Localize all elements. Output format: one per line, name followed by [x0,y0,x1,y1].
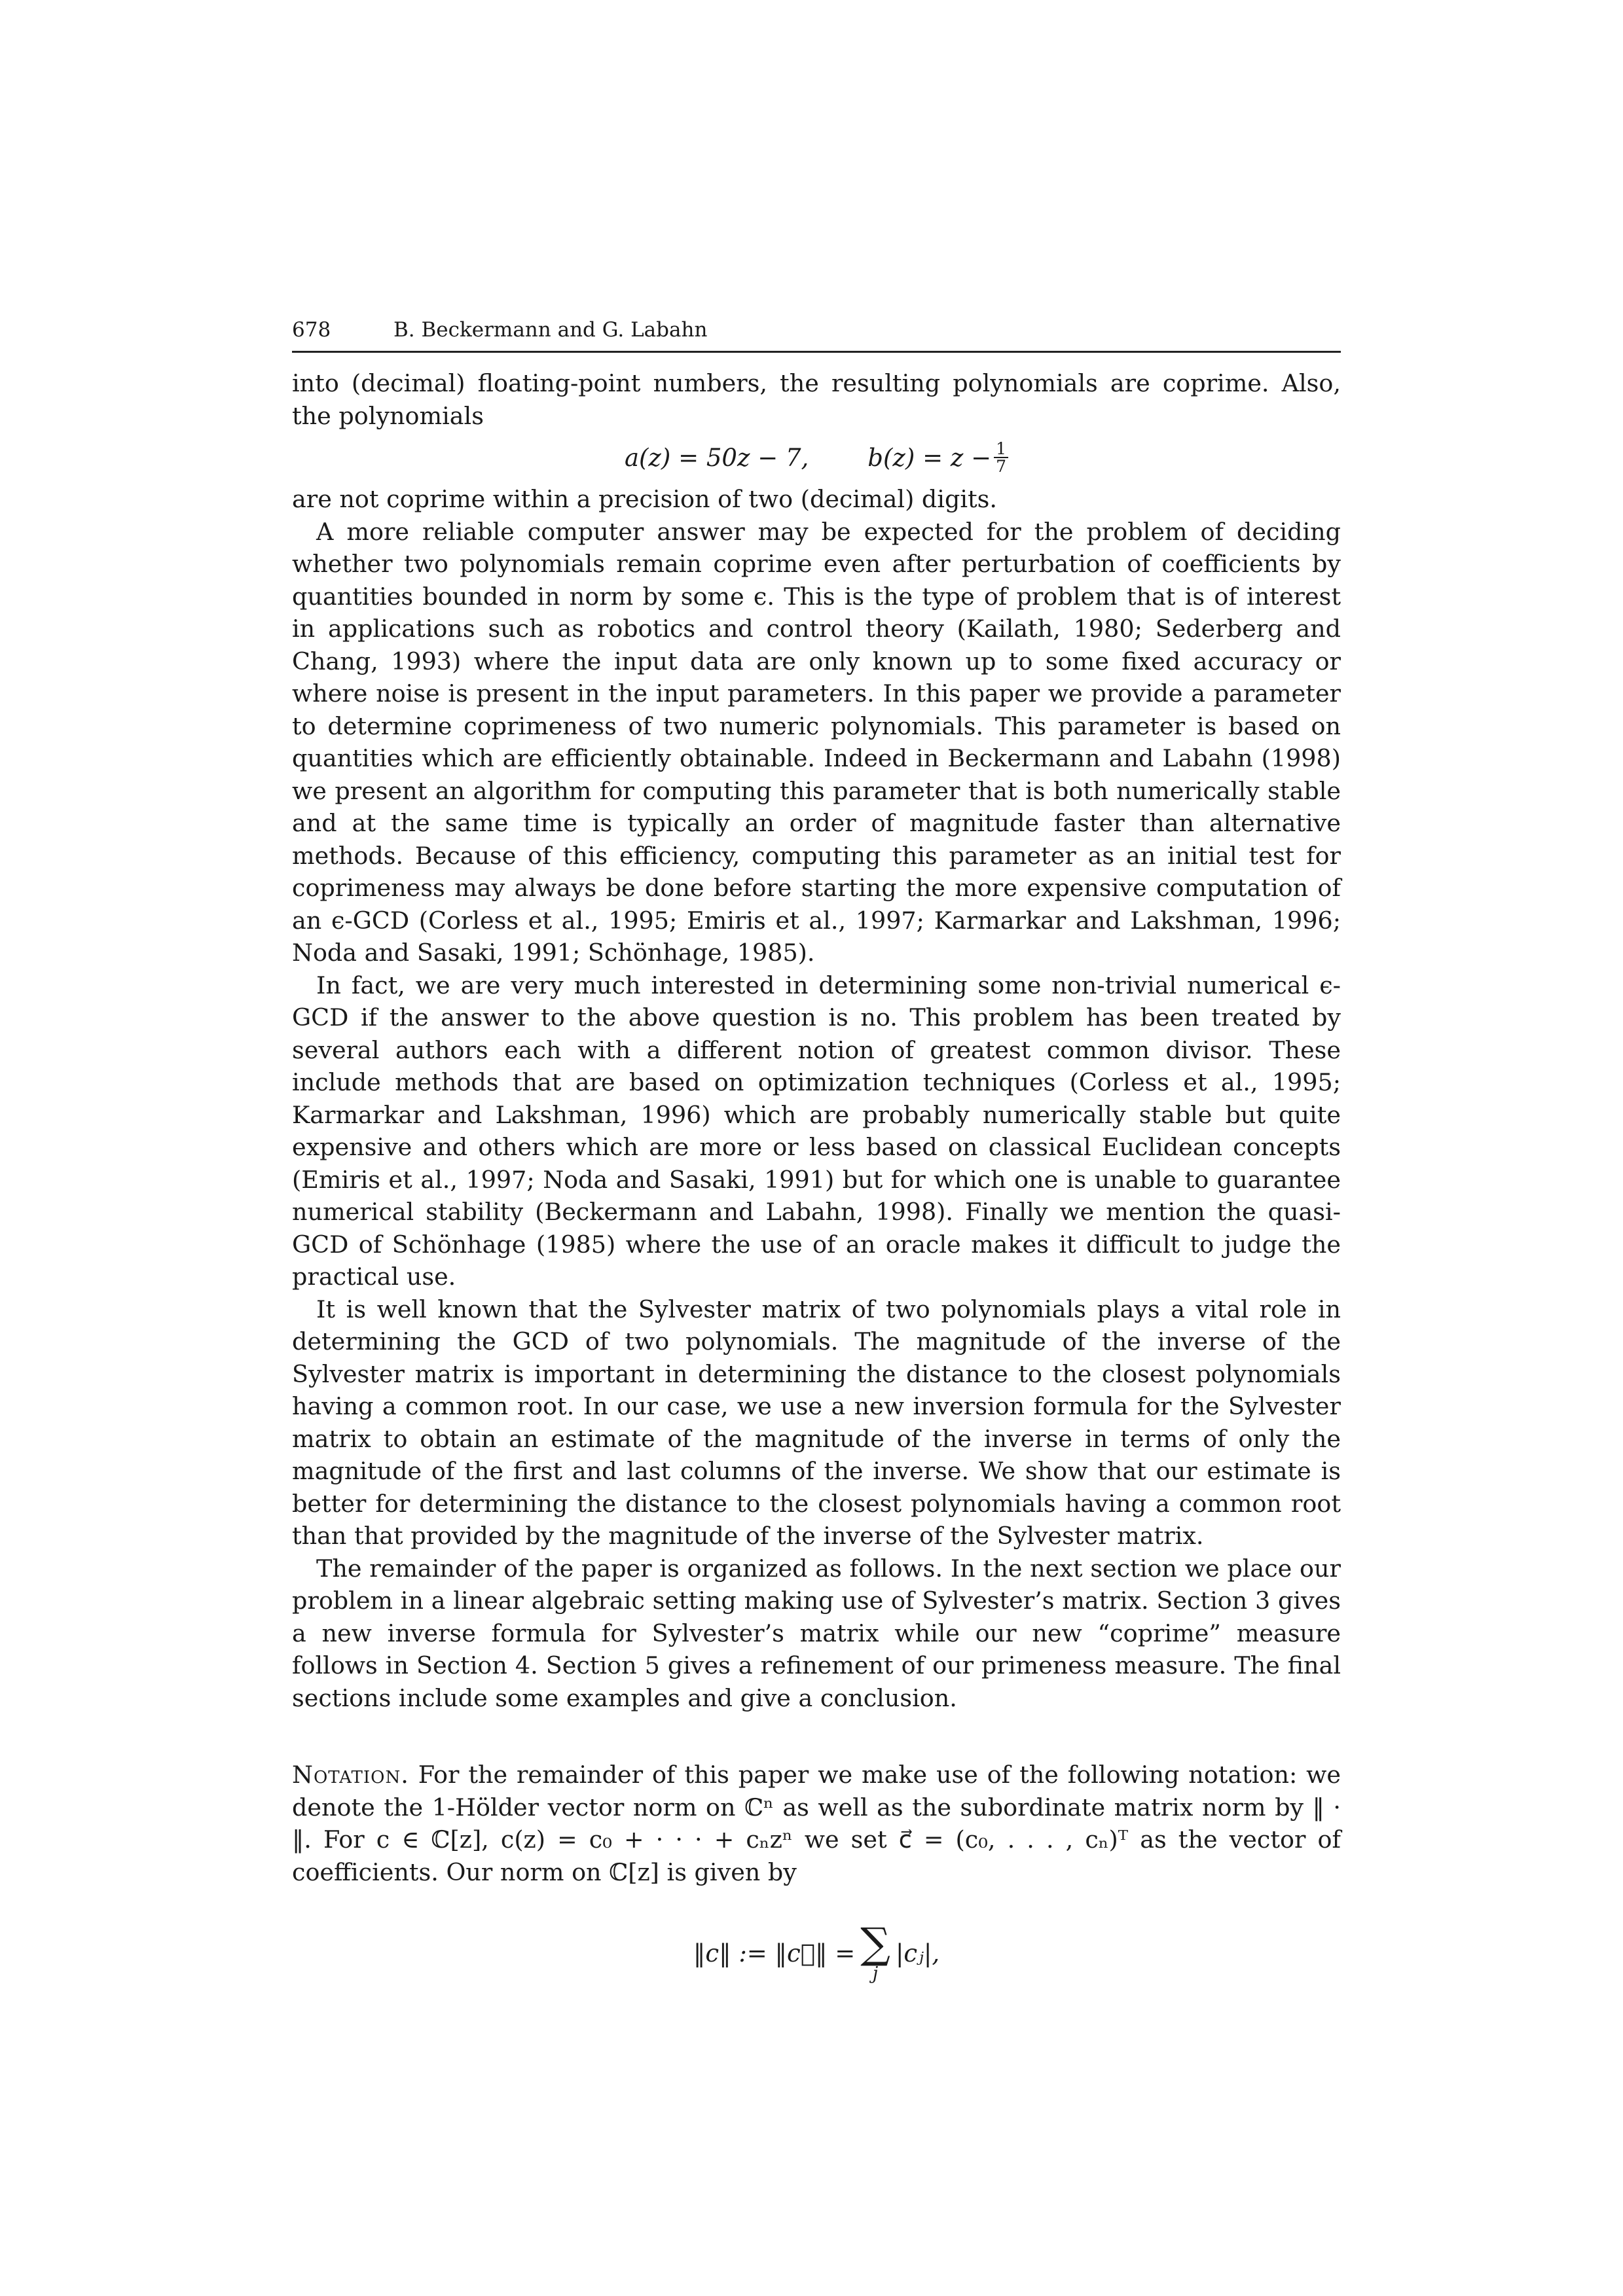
running-head [292,314,1341,353]
notation-heading: Notation. [292,1761,409,1789]
paragraph-organization: The remainder of the paper is organized as follows. In the next section we place our problem in a linear algebraic setting making use of Sylvester’s matrix. Section 3 gives a new inverse formula for Sylvester’s matrix while our new “coprime” measure follows in Section 4. Section 5 gives a refinement of our primeness measure. The final sections include some examples and give a conclusion. [292,1554,1341,1712]
summation-symbol: ∑ j [860,1920,890,1984]
fraction-one-seventh [994,440,1008,475]
page-number: 678 [292,318,331,342]
summation-index: j [872,1964,879,1984]
equation-norm [292,1910,1341,1996]
running-head-authors: B. Beckermann and G. Labahn [393,318,708,342]
paragraph-notation [292,1759,1341,1888]
paragraph-intro: into (decimal) floating-point numbers, the resulting polynomials are coprime. Also, the polynomials [292,369,1341,430]
page-content [292,314,1341,1996]
fraction-denominator: 7 [996,457,1007,476]
equation-polynomials [292,432,1341,483]
equation-norm-rhs: |cⱼ|, [895,1939,940,1967]
paragraph-epsilon-gcd: In fact, we are very much interested in determining some non-trivial numerical ϵ-GCD if the answer to the above question is no. This problem has been treated by several authors each with a different notion of greatest common divisor. These include methods that are based on optimization techniques (Corless et al., 1995; Karmarkar and Lakshman, 1996) which are probably numerically stable but quite expensive and others which are more or less based on classical Euclidean concepts (Emiris et al., 1997; Noda and Sasaki, 1991) but for which one is unable to guarantee numerical stability (Beckermann and Labahn, 1998). Finally we mention the quasi-GCD of Schönhage (1985) where the use of an oracle makes it difficult to judge the practical use. [292,971,1341,1291]
fraction-numerator: 1 [994,440,1008,458]
equation-a: a(z) = 50z − 7, [624,443,809,472]
paragraph-not-coprime: are not coprime within a precision of two (decimal) digits. [292,485,997,513]
equation-b: b(z) = z − [867,443,992,472]
paragraph-sylvester: It is well known that the Sylvester matrix of two polynomials plays a vital role in determining the GCD of two polynomials. The magnitude of the inverse of the Sylvester matrix is important in determining the distance to the closest polynomials having a common root. In our case, we use a new inversion formula for the Sylvester matrix to obtain an estimate of the magnitude of the inverse in terms of only the magnitude of the first and last columns of the inverse. We show that our estimate is better for determining the distance to the closest polynomials having a common root than that provided by the magnitude of the inverse of the Sylvester matrix. [292,1295,1341,1550]
equation-norm-lhs: ‖c‖ := ‖c⃗‖ = [693,1939,856,1967]
notation-text: For the remainder of this paper we make use of the following notation: we denote the 1-Hölder vector norm on ℂⁿ as well as the subordinate matrix norm by ‖ · ‖. For c ∈ ℂ[z], c(z) = c₀ + · · · + cₙzⁿ we set c⃗ = (c₀, . . . , cₙ)ᵀ as the vector of coefficients. Our norm on ℂ[z] is given by [292,1761,1341,1886]
paragraph-reliable-answer: A more reliable computer answer may be expected for the problem of deciding whether two polynomials remain coprime even after perturbation of coefficients by quantities bounded in norm by some ϵ. This is the type of problem that is of interest in applications such as robotics and control theory (Kailath, 1980; Sederberg and Chang, 1993) where the input data are only known up to some fixed accuracy or where noise is present in the input parameters. In this paper we provide a parameter to determine coprimeness of two numeric polynomials. This parameter is based on quantities which are efficiently obtainable. Indeed in Beckermann and Labahn (1998) we present an algorithm for computing this parameter that is both numerically stable and at the same time is typically an order of magnitude faster than alternative methods. Because of this efficiency, computing this parameter as an initial test for coprimeness may always be done before starting the more expensive computation of an ϵ-GCD (Corless et al., 1995; Emiris et al., 1997; Karmarkar and Lakshman, 1996; Noda and Sasaki, 1991; Schönhage, 1985). [292,517,1341,967]
